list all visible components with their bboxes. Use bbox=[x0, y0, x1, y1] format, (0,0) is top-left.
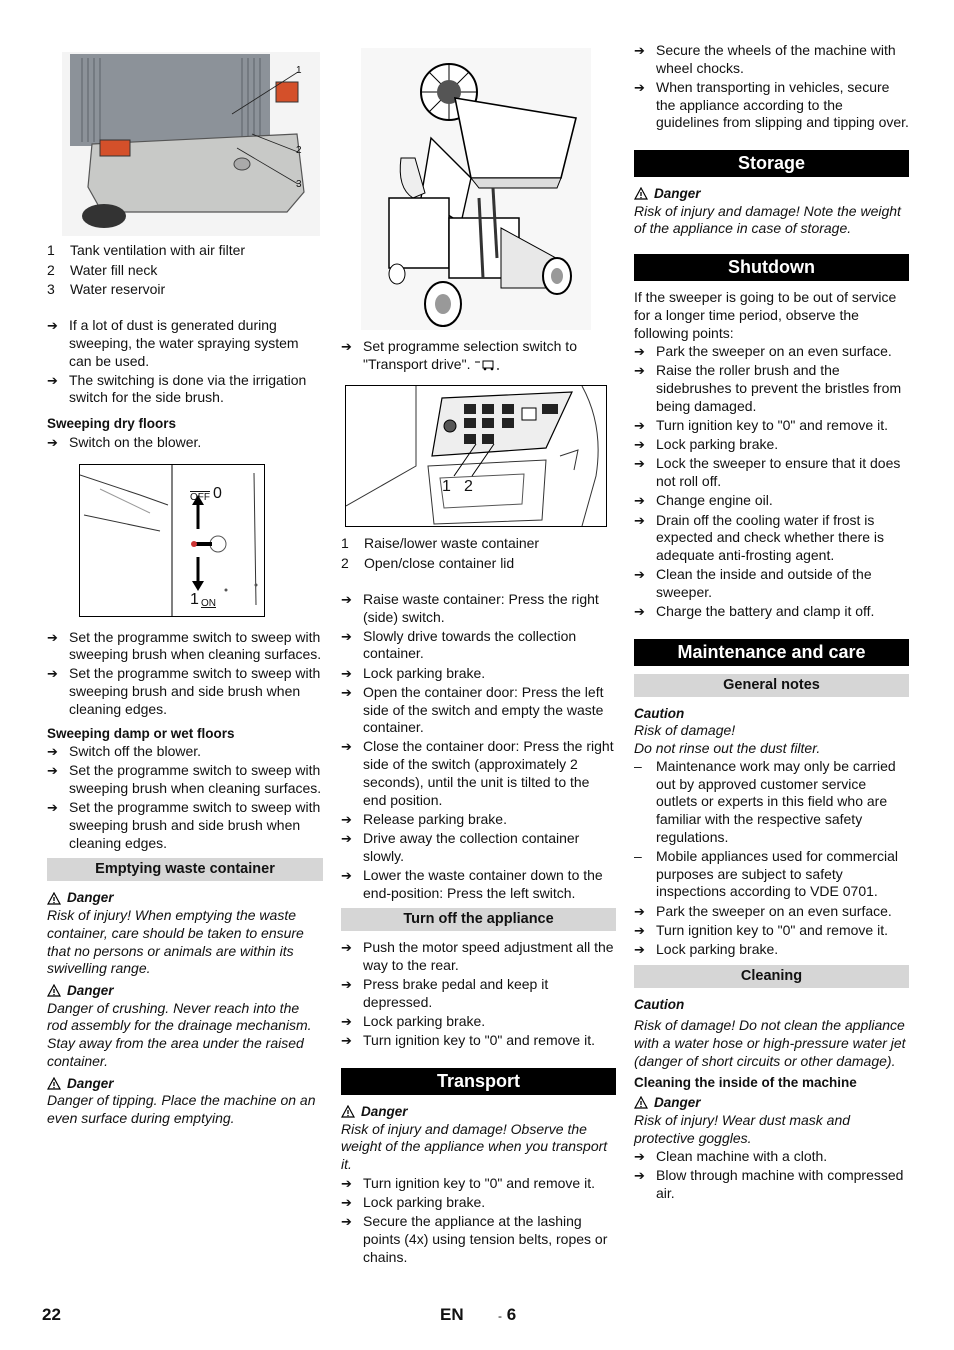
arrow-icon: ➔ bbox=[47, 318, 58, 334]
off-number: 0 bbox=[213, 484, 222, 502]
bullet: ➔ Park the sweeper on an even surface. bbox=[634, 343, 892, 360]
bullet: ➔ Set the programme switch to sweep with sweeping brush and side brush when cleaning edges. bbox=[47, 799, 321, 851]
arrow-icon: ➔ bbox=[47, 763, 58, 779]
arrow-icon: ➔ bbox=[634, 922, 645, 938]
callout-2: 2 bbox=[296, 145, 302, 156]
arrow-icon: ➔ bbox=[634, 456, 645, 472]
arrow-icon: ➔ bbox=[634, 43, 645, 58]
bullet: ➔ Push the motor speed adjustment all the way to the rear. bbox=[341, 939, 614, 973]
heading-emptying-waste-container: Emptying waste container bbox=[47, 858, 323, 881]
heading-turn-off: Turn off the appliance bbox=[341, 908, 616, 931]
heading-general-notes: General notes bbox=[634, 674, 909, 697]
bullet: ➔ The switching is done via the irrigation switch for the side brush. bbox=[47, 371, 307, 406]
heading-transport: Transport bbox=[341, 1068, 616, 1095]
bullet: ➔ Drive away the collection container slowly. bbox=[341, 829, 580, 864]
language-code: EN bbox=[440, 1305, 464, 1324]
caution-heading: Caution bbox=[634, 996, 685, 1012]
switch-illustration bbox=[80, 465, 264, 616]
arrow-icon: ➔ bbox=[341, 940, 352, 956]
figure-container-raised bbox=[361, 48, 591, 330]
bullet: ➔ Turn ignition key to "0" and remove it. bbox=[341, 1174, 595, 1191]
figure-blower-switch bbox=[79, 464, 265, 617]
arrow-icon: ➔ bbox=[341, 1214, 352, 1230]
warning-triangle-icon bbox=[341, 1105, 355, 1118]
danger-heading: Danger bbox=[634, 185, 909, 203]
arrow-icon: ➔ bbox=[634, 493, 645, 509]
subheading-dry-floors: Sweeping dry floors bbox=[47, 416, 177, 432]
arrow-icon: ➔ bbox=[634, 941, 645, 957]
bullet: ➔ Lock parking brake. bbox=[634, 940, 779, 957]
bullet: ➔ Close the container door: Press the right side of the switch (approximately 2 seconds), until the unit is tilted to the end position. bbox=[341, 738, 614, 808]
column-2 bbox=[341, 42, 616, 1268]
caution-text: Do not rinse out the dust filter. bbox=[634, 740, 821, 757]
danger-heading: Danger bbox=[341, 1103, 616, 1121]
arrow-icon: ➔ bbox=[634, 1168, 645, 1184]
bullet: ➔ Lock the sweeper to ensure that it does not roll off. bbox=[634, 455, 901, 490]
off-label: $\overline{OFF}$ bbox=[190, 491, 210, 503]
arrow-icon: ➔ bbox=[634, 79, 645, 95]
figure-water-tank bbox=[62, 52, 320, 236]
bullet: ➔ Turn ignition key to "0" and remove it. bbox=[341, 1032, 595, 1049]
danger-heading: Danger bbox=[47, 889, 323, 907]
arrow-icon: ➔ bbox=[341, 830, 352, 846]
bullet: ➔ Slowly drive towards the collection container. bbox=[341, 627, 577, 662]
column-3 bbox=[634, 42, 909, 1204]
arrow-icon: ➔ bbox=[341, 867, 352, 883]
caution-text: Risk of damage! Do not clean the appliance with a water hose or high-pressure water jet (danger of short circuits or other damage). bbox=[634, 1017, 906, 1069]
bullet: ➔ Clean machine with a cloth. bbox=[634, 1148, 828, 1165]
column-1 bbox=[47, 42, 323, 1129]
bullet: ➔ Turn ignition key to "0" and remove it. bbox=[634, 417, 888, 434]
bullet: ➔ Lock parking brake. bbox=[341, 1013, 486, 1030]
machine-rear-illustration bbox=[62, 52, 320, 236]
warning-triangle-icon bbox=[634, 187, 648, 200]
bullet: ➔ Lock parking brake. bbox=[634, 436, 779, 453]
bullet: ➔ Switch off the blower. bbox=[47, 743, 202, 760]
arrow-icon: ➔ bbox=[634, 1149, 645, 1165]
callout-1: 1 bbox=[442, 478, 451, 496]
arrow-icon: ➔ bbox=[47, 372, 58, 388]
legend-item: 1 Tank ventilation with air filter bbox=[47, 242, 246, 258]
bullet: ➔ Lock parking brake. bbox=[341, 1194, 486, 1210]
caution-text: Risk of damage! bbox=[634, 722, 736, 739]
arrow-icon: ➔ bbox=[341, 684, 352, 700]
heading-storage: Storage bbox=[634, 150, 909, 177]
heading-cleaning: Cleaning bbox=[634, 965, 909, 988]
danger-heading: Danger bbox=[634, 1094, 909, 1112]
danger-text: Risk of injury! When emptying the waste container, care should be taken to ensure that no persons or animals are within its swivelling range. bbox=[47, 907, 304, 977]
bullet: ➔ Park the sweeper on an even surface. bbox=[634, 902, 892, 919]
section-page: - 6 bbox=[498, 1305, 517, 1324]
bullet: ➔ Charge the battery and clamp it off. bbox=[634, 603, 875, 620]
danger-text: Danger of tipping. Place the machine on an even surface during emptying. bbox=[47, 1092, 316, 1126]
bullet: ➔ Open the container door: Press the left side of the switch and empty the waste container. bbox=[341, 683, 604, 736]
legend-item: 1 Raise/lower waste container bbox=[341, 535, 540, 552]
arrow-icon: ➔ bbox=[634, 437, 645, 453]
arrow-icon: ➔ bbox=[634, 363, 645, 379]
figure-control-panel bbox=[345, 385, 607, 527]
arrow-icon: ➔ bbox=[634, 903, 645, 919]
arrow-icon: ➔ bbox=[341, 977, 352, 993]
dash-item: – Mobile appliances used for commercial purposes are subject to safety inspections according to VDE 0701. bbox=[634, 847, 898, 900]
page-number: 22 bbox=[42, 1305, 61, 1324]
bullet: ➔ Raise the roller brush and the sidebrushes to prevent the bristles from being damaged. bbox=[634, 362, 902, 414]
warning-triangle-icon bbox=[47, 1077, 61, 1090]
arrow-icon: ➔ bbox=[47, 434, 58, 450]
arrow-icon: ➔ bbox=[47, 800, 58, 816]
bullet: ➔ Secure the wheels of the machine with wheel chocks. bbox=[634, 42, 896, 76]
heading-shutdown: Shutdown bbox=[634, 254, 909, 281]
arrow-icon: ➔ bbox=[634, 344, 645, 360]
arrow-icon: ➔ bbox=[634, 418, 645, 434]
arrow-icon: ➔ bbox=[341, 628, 352, 644]
arrow-icon: ➔ bbox=[341, 1014, 352, 1030]
warning-triangle-icon bbox=[634, 1096, 648, 1109]
callout-3: 3 bbox=[296, 179, 302, 190]
sweeper-raised-container-illustration bbox=[361, 48, 591, 330]
danger-text: Risk of injury and damage! Observe the weight of the appliance when you transport it. bbox=[341, 1120, 608, 1173]
bullet: ➔ Press brake pedal and keep it depressed. bbox=[341, 976, 549, 1010]
danger-heading: Danger bbox=[47, 982, 323, 1000]
subheading-wet-floors: Sweeping damp or wet floors bbox=[47, 725, 235, 741]
warning-triangle-icon bbox=[47, 892, 61, 905]
arrow-icon: ➔ bbox=[341, 811, 352, 827]
bullet: ➔ If a lot of dust is generated during sweeping, the water spraying system can be used. bbox=[47, 317, 299, 369]
callout-1: 1 bbox=[296, 65, 302, 76]
arrow-icon: ➔ bbox=[341, 1195, 352, 1210]
arrow-icon: ➔ bbox=[341, 339, 352, 354]
bullet: ➔ Release parking brake. bbox=[341, 810, 507, 827]
figure-legend bbox=[341, 535, 616, 572]
control-panel-illustration bbox=[346, 386, 606, 526]
bullet: ➔ Switch on the blower. bbox=[47, 433, 202, 450]
bullet: ➔ Set the programme switch to sweep with sweeping brush when cleaning surfaces. bbox=[47, 628, 322, 663]
callout-2: 2 bbox=[464, 478, 473, 496]
bullet: ➔ Blow through machine with compressed air. bbox=[634, 1167, 904, 1202]
arrow-icon: ➔ bbox=[341, 739, 352, 755]
on-number: 1 bbox=[190, 590, 199, 608]
danger-text: Risk of injury and damage! Note the weight of the appliance in case of storage. bbox=[634, 202, 901, 237]
warning-triangle-icon bbox=[47, 984, 61, 997]
arrow-icon: ➔ bbox=[634, 567, 645, 583]
figure-legend bbox=[47, 242, 323, 299]
arrow-icon: ➔ bbox=[634, 604, 645, 620]
heading-maintenance: Maintenance and care bbox=[634, 639, 909, 666]
shutdown-intro: If the sweeper is going to be out of service for a longer time period, observe the following points: bbox=[634, 289, 897, 341]
arrow-icon: ➔ bbox=[341, 1033, 352, 1049]
dash-item: – Maintenance work may only be carried out by approved customer service outlets or experts in this field who are familiar with the respective safety regulations. bbox=[634, 757, 896, 845]
bullet: ➔ Set the programme switch to sweep with sweeping brush and side brush when cleaning edges. bbox=[47, 665, 321, 717]
bullet: ➔ Set programme selection switch to "Transport drive". bbox=[341, 338, 577, 372]
arrow-icon: ➔ bbox=[47, 629, 58, 645]
on-label: ON bbox=[201, 597, 216, 609]
bullet: ➔ Set the programme switch to sweep with sweeping brush when cleaning surfaces. bbox=[47, 762, 322, 797]
bullet: ➔ Secure the appliance at the lashing points (4x) using tension belts, ropes or chains. bbox=[341, 1213, 608, 1265]
arrow-icon: ➔ bbox=[341, 1175, 352, 1191]
legend-item: 2 Water fill neck bbox=[47, 261, 158, 278]
caution-heading: Caution bbox=[634, 705, 685, 721]
arrow-icon: ➔ bbox=[341, 591, 352, 607]
bullet: ➔ Raise waste container: Press the right (side) switch. bbox=[341, 590, 599, 625]
transport-drive-symbol-icon bbox=[474, 359, 500, 371]
danger-text: Risk of injury! Wear dust mask and protective goggles. bbox=[634, 1111, 851, 1146]
arrow-icon: ➔ bbox=[47, 666, 58, 682]
bullet: ➔ Drain off the cooling water if frost is expected and check whether there is adequate anti-frosting agent. bbox=[634, 511, 885, 563]
danger-heading: Danger bbox=[47, 1075, 323, 1093]
bullet: ➔ Clean the inside and outside of the sweeper. bbox=[634, 566, 872, 600]
bullet: ➔ Lock parking brake. bbox=[341, 664, 486, 681]
arrow-icon: ➔ bbox=[47, 744, 58, 760]
bullet: ➔ Turn ignition key to "0" and remove it. bbox=[634, 921, 888, 938]
arrow-icon: ➔ bbox=[341, 665, 352, 681]
legend-item: 2 Open/close container lid bbox=[341, 555, 515, 572]
legend-item: 3 Water reservoir bbox=[47, 281, 166, 298]
danger-text: Danger of crushing. Never reach into the rod assembly for the drainage mechanism. Stay away from the area under the raised container. bbox=[47, 999, 312, 1069]
subheading-cleaning-inside: Cleaning the inside of the machine bbox=[634, 1075, 857, 1091]
bullet: ➔ Change engine oil. bbox=[634, 492, 773, 509]
bullet: ➔ Lower the waste container down to the end-position: Press the left switch. bbox=[341, 866, 603, 901]
bullet: ➔ When transporting in vehicles, secure the appliance according to the guidelines from slipping and tipping over. bbox=[634, 78, 909, 131]
arrow-icon: ➔ bbox=[634, 512, 645, 528]
